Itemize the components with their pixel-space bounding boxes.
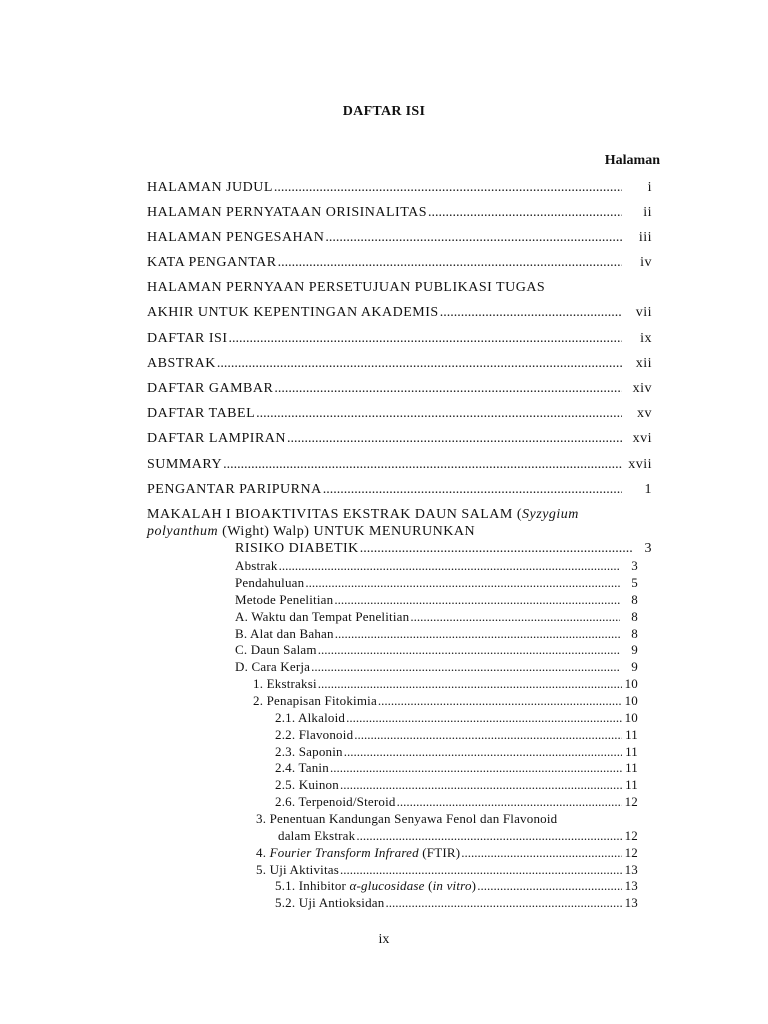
toc-entry-label: [275, 878, 476, 894]
toc-entry-label: 2. Penapisan Fitokimia: [253, 693, 377, 708]
toc-leader-dots: [385, 895, 622, 911]
toc-entry-label: 2.6. Terpenoid/Steroid: [275, 794, 396, 809]
toc-entry: [147, 356, 652, 372]
toc-entry-page: 12: [624, 828, 638, 843]
toc-leader-dots: [477, 878, 622, 894]
toc-leader-dots: [360, 541, 632, 557]
toc-entry-label: PENGANTAR PARIPURNA: [147, 482, 322, 497]
toc-subentry: [235, 659, 638, 675]
toc-entry-label: DAFTAR LAMPIRAN: [147, 431, 287, 446]
toc-subentry: [235, 558, 638, 574]
toc-entry: [147, 331, 652, 347]
toc-entry-page: 9: [631, 642, 638, 657]
toc-leader-dots: [217, 356, 622, 372]
toc-entry-page: vii: [635, 305, 652, 320]
toc-entry-page: i: [647, 180, 652, 195]
toc-subentry: [275, 760, 638, 776]
toc-entry-page: 11: [625, 777, 638, 792]
toc-leader-dots: [274, 381, 622, 397]
makalah-heading-text: (Wight) Walp) UNTUK MENURUNKAN: [218, 524, 476, 539]
toc-subentry: [235, 609, 638, 625]
toc-entry-label-mid: (: [424, 878, 433, 893]
toc-entry-page: xvii: [628, 457, 652, 472]
toc-entry-page: 3: [631, 558, 638, 573]
toc-leader-dots: [378, 693, 622, 709]
toc-entry-label-suffix: ): [471, 878, 477, 893]
toc-entry-label: ABSTRAK: [147, 356, 216, 371]
toc-entry-label: DAFTAR GAMBAR: [147, 381, 274, 396]
toc-entry-label-suffix: (FTIR): [418, 845, 461, 860]
toc-entry-label: B. Alat dan Bahan: [235, 626, 334, 641]
toc-subentry: [256, 862, 638, 878]
toc-leader-dots: [356, 828, 622, 844]
toc-entry-page: 5: [631, 575, 638, 590]
toc-entry-page: xv: [637, 406, 652, 421]
toc-leader-dots: [344, 744, 622, 760]
toc-entry-page: xiv: [632, 381, 652, 396]
toc-subentry-label-line1: 3. Penentuan Kandungan Senyawa Fenol dan Flavonoid: [256, 811, 558, 826]
toc-leader-dots: [346, 710, 622, 726]
toc-subentry: [275, 727, 638, 743]
toc-entry: [147, 255, 652, 271]
toc-subentry: [275, 895, 638, 911]
toc-entry-label: 5.2. Uji Antioksidan: [275, 895, 385, 910]
toc-entry-label: 2.2. Flavonoid: [275, 727, 354, 742]
toc-entry-page: xvi: [632, 431, 652, 446]
toc-leader-dots: [428, 205, 622, 221]
toc-entry-page: 13: [624, 878, 638, 893]
toc-entry-page: ix: [640, 331, 652, 346]
toc-leader-dots: [279, 558, 620, 574]
toc-leader-dots: [440, 305, 622, 321]
toc-entry-page: 8: [631, 609, 638, 624]
toc-subentry: [275, 794, 638, 810]
toc-entry: [147, 431, 652, 447]
toc-entry-label: Abstrak: [235, 558, 278, 573]
toc-entry-label: 2.1. Alkaloid: [275, 710, 346, 725]
toc-subentry: [235, 592, 638, 608]
toc-entry-page: iii: [638, 230, 652, 245]
toc-entry: [147, 457, 652, 473]
toc-entry-page: 13: [624, 862, 638, 877]
toc-entry-page: xii: [635, 356, 652, 371]
toc-leader-dots: [311, 659, 620, 675]
toc-entry-label: SUMMARY: [147, 457, 223, 472]
toc-entry-label: 2.3. Saponin: [275, 744, 343, 759]
toc-entry-label: 2.5. Kuinon: [275, 777, 339, 792]
toc-leader-dots: [278, 255, 622, 271]
toc-entry-label-prefix: 5.1. Inhibitor: [275, 878, 350, 893]
toc-leader-dots: [461, 845, 622, 861]
toc-leader-dots: [410, 609, 620, 625]
toc-subentry: [235, 575, 638, 591]
toc-entry: [147, 305, 652, 321]
toc-entry-label: HALAMAN PERNYATAAN ORISINALITAS: [147, 205, 428, 220]
makalah-species-epithet: polyanthum: [147, 524, 219, 539]
toc-entry-page: 13: [624, 895, 638, 910]
toc-entry-page: 1: [644, 482, 652, 497]
toc-leader-dots: [340, 862, 622, 878]
toc-leader-dots: [330, 760, 622, 776]
toc-entry-label-line1: HALAMAN PERNYAAN PERSETUJUAN PUBLIKASI TUGAS: [147, 280, 546, 295]
makalah-heading-text: MAKALAH I BIOAKTIVITAS EKSTRAK DAUN SALAM (: [147, 507, 523, 522]
toc-leader-dots: [223, 457, 622, 473]
toc-entry-label: KATA PENGANTAR: [147, 255, 277, 270]
toc-entry-label: Pendahuluan: [235, 575, 305, 590]
toc-entry-page: 3: [644, 541, 652, 556]
toc-entry-label: dalam Ekstrak: [278, 828, 356, 843]
toc-entry-label: RISIKO DIABETIK: [235, 541, 359, 556]
toc-leader-dots: [287, 431, 622, 447]
page-number-footer: ix: [378, 932, 390, 947]
toc-entry-label-prefix: 4.: [256, 845, 270, 860]
toc-entry-label-italic2: in vitro: [432, 878, 472, 893]
makalah-heading-line1: [147, 507, 579, 523]
toc-entry-label: 1. Ekstraksi: [253, 676, 317, 691]
toc-entry-label: A. Waktu dan Tempat Penelitian: [235, 609, 410, 624]
toc-entry-label: [256, 845, 460, 861]
makalah-heading-line2: [147, 524, 475, 540]
toc-entry-label: C. Daun Salam: [235, 642, 317, 657]
toc-entry-page: 10: [624, 693, 638, 708]
toc-entry: [147, 205, 652, 221]
toc-entry: [147, 180, 652, 196]
toc-entry-page: iv: [640, 255, 652, 270]
toc-entry-page: 12: [624, 794, 638, 809]
toc-leader-dots: [340, 777, 622, 793]
toc-subentry: [256, 845, 638, 861]
toc-entry-label-italic: α-glucosidase: [349, 878, 425, 893]
toc-leader-dots: [334, 592, 620, 608]
toc-entry-page: 12: [624, 845, 638, 860]
toc-entry-label-italic: Fourier Transform Infrared: [269, 845, 419, 860]
toc-entry-label: Metode Penelitian: [235, 592, 334, 607]
toc-entry-page: 10: [624, 710, 638, 725]
toc-leader-dots: [229, 331, 623, 347]
toc-leader-dots: [397, 794, 622, 810]
toc-entry-page: ii: [643, 205, 652, 220]
toc-entry-page: 9: [631, 659, 638, 674]
toc-entry-label: 5. Uji Aktivitas: [256, 862, 340, 877]
toc-subentry: [253, 693, 638, 709]
toc-entry-page: 11: [625, 744, 638, 759]
toc-entry-label: DAFTAR TABEL: [147, 406, 256, 421]
toc-entry-label: D. Cara Kerja: [235, 659, 311, 674]
toc-entry-label: 2.4. Tanin: [275, 760, 329, 775]
toc-entry: [147, 381, 652, 397]
toc-leader-dots: [318, 676, 622, 692]
makalah-species-genus: Syzygium: [522, 507, 579, 522]
toc-subentry: [275, 878, 638, 894]
toc-leader-dots: [318, 642, 620, 658]
toc-entry-label: HALAMAN PENGESAHAN: [147, 230, 325, 245]
toc-leader-dots: [256, 406, 622, 422]
toc-entry: [235, 541, 652, 557]
toc-entry-label: AKHIR UNTUK KEPENTINGAN AKADEMIS: [147, 305, 439, 320]
toc-subentry: [275, 710, 638, 726]
toc-entry-page: 8: [631, 592, 638, 607]
toc-entry: [147, 406, 652, 422]
page-column-header: Halaman: [604, 153, 660, 168]
toc-leader-dots: [354, 727, 622, 743]
toc-leader-dots: [325, 230, 622, 246]
toc-entry-page: 11: [625, 760, 638, 775]
toc-entry: [147, 482, 652, 498]
toc-entry: [147, 230, 652, 246]
toc-subentry: [235, 642, 638, 658]
toc-subentry: [275, 744, 638, 760]
toc-leader-dots: [335, 626, 620, 642]
toc-entry-page: 10: [624, 676, 638, 691]
toc-entry-label: DAFTAR ISI: [147, 331, 228, 346]
toc-leader-dots: [323, 482, 622, 498]
toc-entry-page: 11: [625, 727, 638, 742]
toc-entry-label: HALAMAN JUDUL: [147, 180, 273, 195]
page-title: DAFTAR ISI: [342, 104, 426, 119]
toc-leader-dots: [274, 180, 622, 196]
toc-entry-page: 8: [631, 626, 638, 641]
toc-subentry: [275, 777, 638, 793]
toc-leader-dots: [305, 575, 620, 591]
toc-subentry: [278, 828, 638, 844]
toc-subentry: [235, 626, 638, 642]
toc-subentry: [253, 676, 638, 692]
